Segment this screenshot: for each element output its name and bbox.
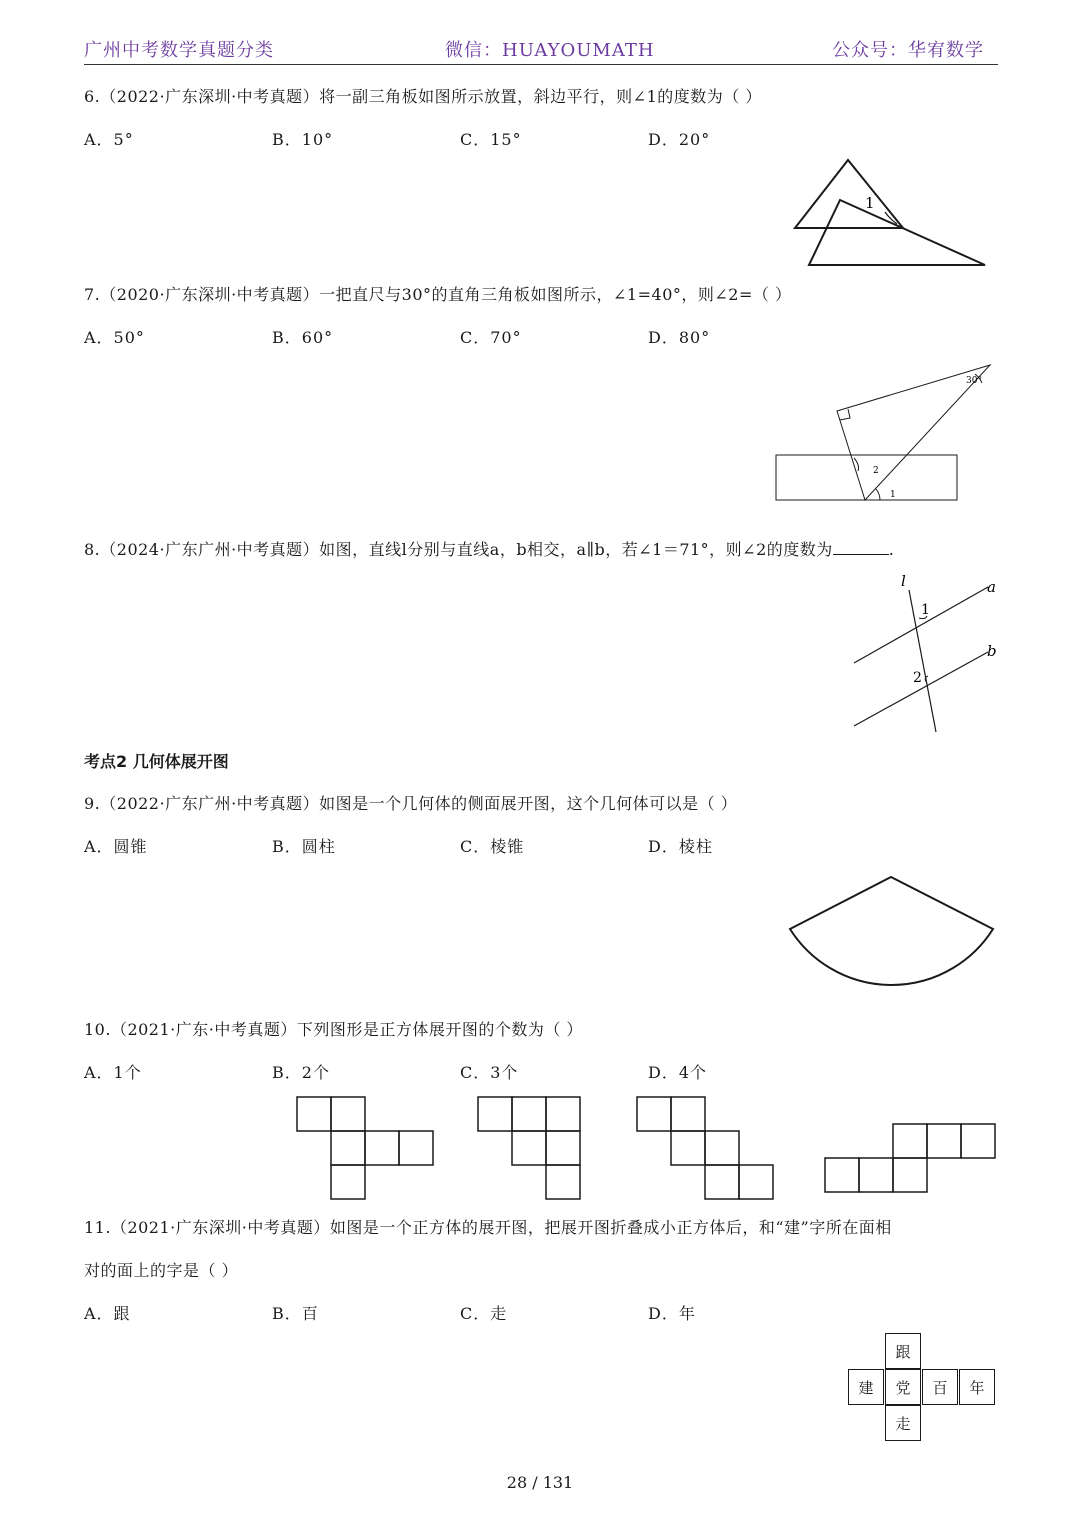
q7-ruler-triangle-figure [770,358,1000,508]
q6-angle-label: 1 [865,194,875,212]
header-left-title: 广州中考数学真题分类 [84,40,274,61]
q8-end: . [888,540,895,559]
q10-option-a: A．1个 [84,1063,142,1082]
q6-option-d: D．20° [648,130,711,149]
q7-angle2-label: 2 [873,466,879,476]
q11-net-cell-center: 党 [885,1369,921,1405]
q9-option-b: B．圆柱 [272,837,336,856]
q11-option-a: A．跟 [84,1304,131,1323]
q6-option-a: A．5° [84,130,134,149]
q10-option-d: D．4个 [648,1063,708,1082]
q6-option-b: B．10° [272,130,334,149]
q6-triangle-figure [785,152,995,272]
question-8-text [84,537,894,560]
q8-label-b: b [987,642,997,660]
q9-option-c: C．棱锥 [460,837,525,856]
q7-right-angle-mark [840,409,850,420]
q11-net-cell-bottom: 走 [885,1405,921,1441]
q10-option-b: B．2个 [272,1063,330,1082]
header-public-account: 公众号：华宥数学 [832,40,984,61]
header-divider [84,64,998,65]
q7-option-b: B．60° [272,328,334,347]
q9-sector [790,877,993,985]
q6-option-c: C．15° [460,130,522,149]
q8-answer-blank [833,540,889,555]
q9-option-a: A．圆锥 [84,837,148,856]
q11-net-cell-right1: 百 [922,1369,958,1405]
q9-option-d: D．棱柱 [648,837,713,856]
q7-angle30-label: 30° [966,376,982,386]
question-6-text: 6.（2022·广东深圳·中考真题）将一副三角板如图所示放置，斜边平行，则∠1的度数为（ ） [84,87,762,106]
q10-cube-nets-figure [290,1090,1010,1205]
section-title: 考点2 几何体展开图 [84,752,229,771]
q11-option-b: B．百 [272,1304,319,1323]
q10-net-1 [297,1097,433,1199]
q8-line-b [854,652,988,726]
q10-net-2 [478,1097,580,1199]
q8-label-2: 2 [913,670,922,686]
q11-net-cell-right2: 年 [959,1369,995,1405]
page-number: 28 / 131 [506,1473,574,1492]
q7-angle1-label: 1 [890,490,896,500]
q8-text: 8.（2024·广东广州·中考真题）如图，直线l分别与直线a，b相交，a∥b，若∠1＝71°，则∠2的度数为 [84,540,833,559]
q8-label-a: a [987,578,996,596]
question-7-text: 7.（2020·广东深圳·中考真题）一把直尺与30°的直角三角板如图所示，∠1=40°，则∠2=（ ） [84,285,792,304]
q10-option-c: C．3个 [460,1063,519,1082]
header-wechat: 微信：HUAYOUMATH [445,40,655,61]
q11-option-c: C．走 [460,1304,508,1323]
q8-label-l: l [901,572,906,590]
question-10-text: 10.（2021·广东·中考真题）下列图形是正方体展开图的个数为（ ） [84,1020,583,1039]
question-11-text-line1: 11.（2021·广东深圳·中考真题）如图是一个正方体的展开图，把展开图折叠成小正方体后，和“建”字所在面相 [84,1218,892,1237]
q11-option-d: D．年 [648,1304,696,1323]
q7-angle2-arc [854,458,859,471]
q10-net-3 [637,1097,773,1199]
q7-angle1-arc [876,489,880,500]
q7-option-c: C．70° [460,328,522,347]
q6-triangle-45 [795,160,903,228]
q11-net-cell-left: 建 [848,1369,884,1405]
q11-cube-net [848,1333,998,1445]
q7-option-d: D．80° [648,328,711,347]
q11-net-cell-top: 跟 [885,1333,921,1369]
q6-triangle-30 [809,200,985,265]
question-11-text-line2: 对的面上的字是（ ） [84,1261,239,1280]
q9-sector-figure [780,870,1005,1000]
q8-label-1: 1 [921,602,930,618]
q8-parallel-lines-figure [845,570,1005,735]
q10-net-4 [825,1124,995,1192]
q7-option-a: A．50° [84,328,145,347]
q7-ruler [776,455,957,500]
question-9-text: 9.（2022·广东广州·中考真题）如图是一个几何体的侧面展开图，这个几何体可以是（ ） [84,794,738,813]
